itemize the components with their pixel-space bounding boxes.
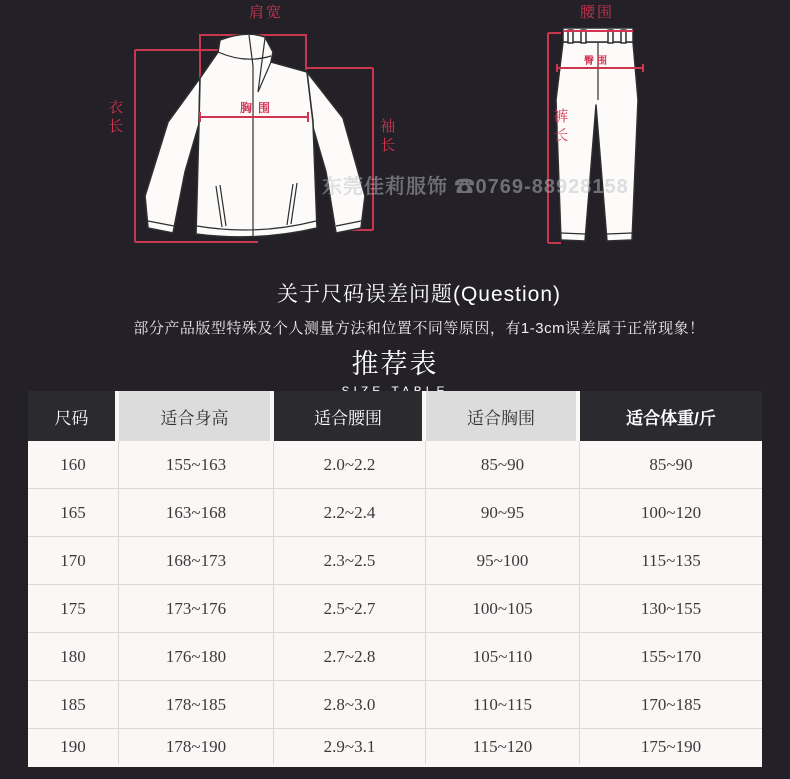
table-cell: 85~90 [426, 441, 580, 488]
pants-waist-label: 腰围 [579, 4, 614, 21]
table-cell: 85~90 [649, 454, 693, 474]
table-cell: 176~180 [119, 633, 274, 680]
table-cell: 2.9~3.1 [274, 729, 426, 764]
table-row [28, 537, 762, 585]
table-cell: 165 [28, 489, 119, 536]
table-cell: 2.5~2.7 [274, 585, 426, 632]
table-cell: 190 [28, 729, 119, 764]
table-cell: 2.8~3.0 [274, 681, 426, 728]
table-cell: 185 [28, 681, 119, 728]
table-cell: 170 [28, 537, 119, 584]
jacket-shoulder-label: 肩宽 [248, 4, 283, 21]
table-cell: 173~176 [119, 585, 274, 632]
header-cell-size: 尺码 [28, 391, 115, 441]
table-cell: 155~170 [640, 646, 702, 666]
table-cell: 175~190 [640, 736, 702, 756]
table-cell: 2.2~2.4 [274, 489, 426, 536]
table-cell: 178~190 [119, 729, 274, 764]
table-cell: 2.7~2.8 [274, 633, 426, 680]
table-cell: 160 [28, 441, 119, 488]
table-cell: 168~173 [119, 537, 274, 584]
size-error-title: 关于尺码误差问题(Question) [276, 283, 562, 306]
size-table-title-cn: 推荐表 [351, 349, 439, 379]
header-cell-weight: 适合体重/斤 [580, 391, 762, 441]
table-cell: 100~105 [426, 585, 580, 632]
table-row [28, 585, 762, 633]
table-cell: 180 [28, 633, 119, 680]
table-cell: 2.3~2.5 [274, 537, 426, 584]
table-cell: 130~155 [640, 598, 702, 618]
header-cell-height: 适合身高 [119, 391, 270, 441]
table-cell: 105~110 [426, 633, 580, 680]
size-error-note-section [0, 278, 790, 338]
table-cell: 2.0~2.2 [274, 441, 426, 488]
table-cell: 95~100 [426, 537, 580, 584]
table-cell: 175 [28, 585, 119, 632]
table-cell: 90~95 [426, 489, 580, 536]
table-row [28, 633, 762, 681]
pants-diagram [495, 0, 680, 265]
table-row [28, 681, 762, 729]
jacket-sleeve-label: 袖长 [378, 118, 396, 156]
size-table [28, 391, 762, 767]
jacket-chest-label: 胸围 [240, 101, 277, 115]
table-cell: 170~185 [640, 694, 702, 714]
seller-watermark: 东莞佳莉服饰 ☎0769-88928158 [322, 176, 629, 198]
size-table-heading [0, 342, 790, 398]
table-cell: 110~115 [426, 681, 580, 728]
pants-length-label: 裤长 [551, 108, 569, 146]
table-cell: 115~135 [641, 550, 701, 570]
size-table-header-row [28, 391, 762, 441]
table-row [28, 489, 762, 537]
table-cell: 115~120 [426, 729, 580, 764]
table-row [28, 729, 762, 764]
table-cell: 178~185 [119, 681, 274, 728]
jacket-length-label: 衣长 [106, 99, 124, 137]
pants-hip-label: 臀围 [584, 56, 610, 67]
header-cell-chest: 适合胸围 [426, 391, 576, 441]
header-cell-waist: 适合腰围 [274, 391, 422, 441]
table-row [28, 441, 762, 489]
table-cell: 163~168 [119, 489, 274, 536]
table-cell: 155~163 [119, 441, 274, 488]
table-cell: 100~120 [640, 502, 702, 522]
size-error-note: 部分产品版型特殊及个人测量方法和位置不同等原因，有1-3cm误差属于正常现象！ [133, 320, 705, 337]
